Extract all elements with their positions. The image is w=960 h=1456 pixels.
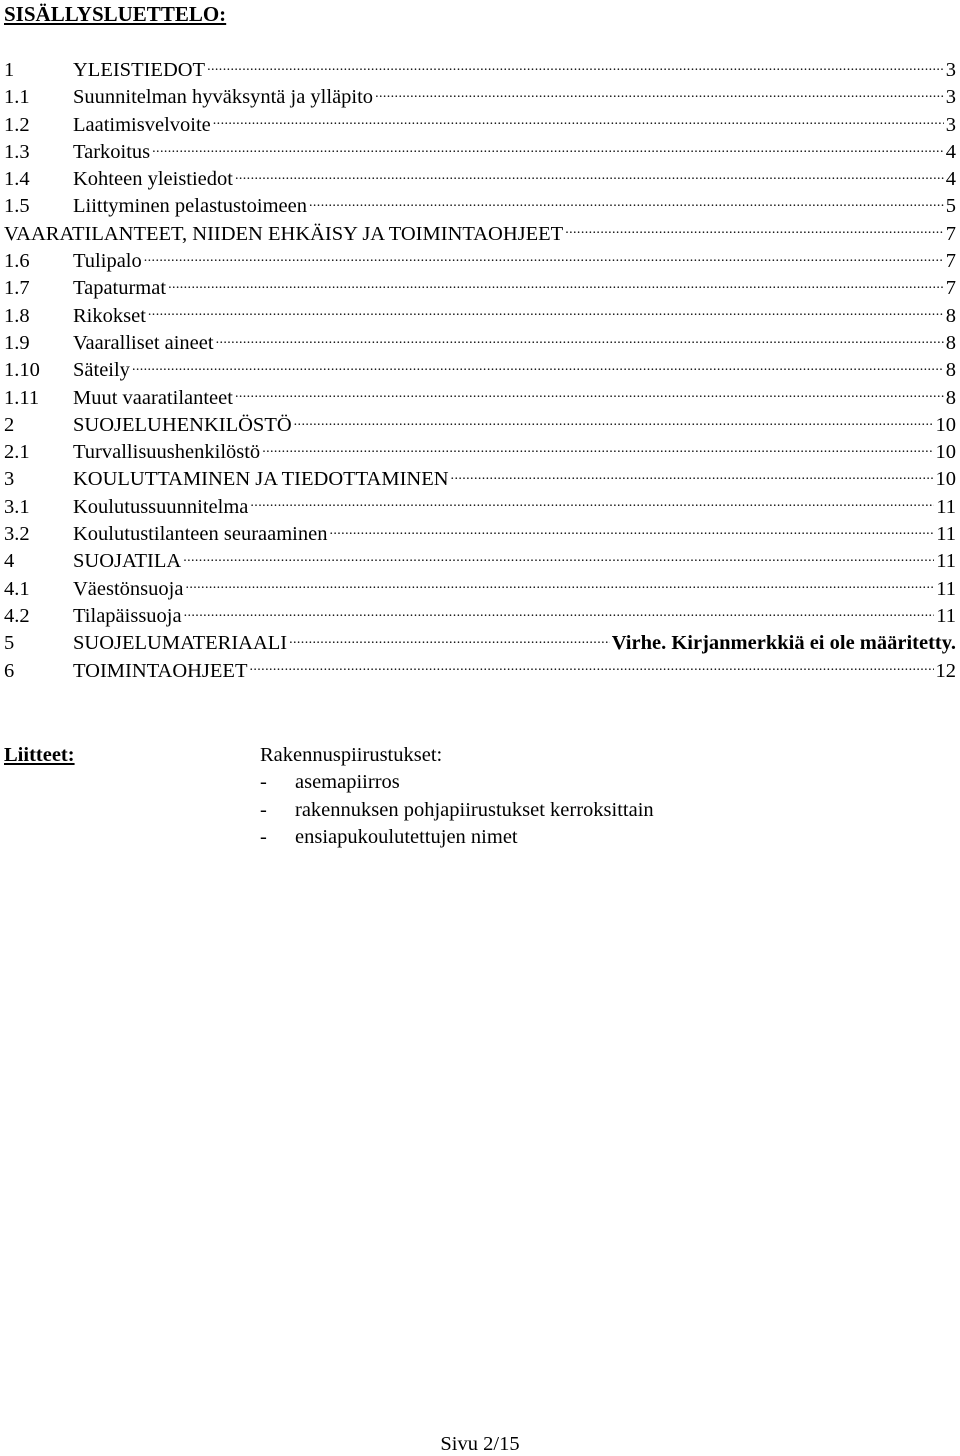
appendix-item-dash: - (260, 798, 267, 821)
toc-entry-number: 4.2 (4, 604, 30, 627)
toc-entry-page: 8 (945, 386, 956, 409)
toc-entry-number: 4.1 (4, 577, 30, 600)
toc-entry-page: 11 (936, 550, 956, 573)
toc-entry-page: 11 (936, 495, 956, 518)
toc-entry-page: 10 (935, 441, 956, 464)
toc-dot-leader (183, 547, 934, 567)
toc-entry-title: Liittyminen pelastustoimeen (73, 195, 307, 218)
toc-entry-page: 8 (945, 359, 956, 382)
toc-dot-leader (375, 83, 944, 103)
toc-entry[interactable] (4, 83, 956, 110)
toc-dot-leader (329, 520, 934, 540)
toc-entry-page: 7 (945, 250, 956, 273)
toc-entry-title: KOULUTTAMINEN JA TIEDOTTAMINEN (73, 468, 449, 491)
appendix-list (260, 742, 654, 851)
page-number: Sivu 2/15 (440, 1433, 520, 1455)
toc-entry-number: 5 (4, 632, 15, 655)
toc-entry-title: Koulutustilanteen seuraaminen (73, 523, 328, 546)
toc-entry[interactable] (4, 302, 956, 329)
toc-heading: SISÄLLYSLUETTELO: (4, 2, 227, 26)
toc-entry[interactable] (4, 220, 956, 247)
toc-entry[interactable] (4, 384, 956, 411)
toc-entry-number: 1.6 (4, 250, 30, 273)
appendix-item (260, 769, 654, 796)
toc-entry[interactable] (4, 411, 956, 438)
toc-entry-page: 10 (935, 413, 956, 436)
toc-entry-title: Muut vaaratilanteet (73, 386, 233, 409)
toc-entry-number: 3.1 (4, 495, 30, 518)
toc-entry-title: YLEISTIEDOT (73, 59, 206, 81)
toc-entry-number: 1.5 (4, 195, 30, 218)
toc-dot-leader (184, 602, 935, 622)
toc-entry[interactable] (4, 56, 956, 83)
toc-entry-title: Tapaturmat (73, 277, 167, 300)
toc-entry-number: 3 (4, 468, 15, 491)
toc-entry-title: Tilapäissuoja (73, 604, 182, 627)
toc-dot-leader (152, 138, 944, 158)
toc-dot-leader (250, 493, 934, 513)
toc-entry-title: Suunnitelman hyväksyntä ja ylläpito (73, 86, 374, 109)
toc-entry[interactable] (4, 602, 956, 629)
toc-entry-number: 1 (4, 59, 15, 81)
toc-entry-number: 1.1 (4, 86, 30, 109)
toc-entry-title: Koulutussuunnitelma (73, 495, 249, 518)
toc-entry-title: Turvallisuushenkilöstö (73, 441, 261, 464)
toc-entry-title: Tulipalo (73, 250, 142, 273)
toc-entry-page: 11 (936, 604, 956, 627)
toc-entry-number: 4 (4, 550, 15, 573)
toc-entry-title: Vaaralliset aineet (73, 331, 214, 354)
toc-dot-leader (451, 465, 934, 485)
toc-dot-leader (294, 411, 934, 431)
toc-entry[interactable] (4, 629, 956, 656)
toc-entry-number: 1.7 (4, 277, 30, 300)
appendix-title: Rakennuspiirustukset: (260, 744, 443, 766)
toc-entry[interactable] (4, 111, 956, 138)
table-of-contents (4, 56, 956, 684)
toc-entry-page: 7 (945, 222, 956, 245)
toc-entry[interactable] (4, 547, 956, 574)
toc-entry-page: 4 (945, 140, 956, 163)
toc-entry-title: Kohteen yleistiedot (73, 168, 233, 191)
toc-entry[interactable] (4, 356, 956, 383)
toc-entry-title: Tarkoitus (73, 140, 151, 163)
toc-entry-page: 3 (945, 113, 956, 136)
appendix-item-text: rakennuksen pohjapiirustukset kerroksittain (295, 798, 654, 821)
appendix-item (260, 824, 654, 851)
toc-entry[interactable] (4, 520, 956, 547)
toc-dot-leader (235, 384, 944, 404)
toc-entry-page: 12 (935, 659, 956, 682)
toc-entry-title: VAARATILANTEET, NIIDEN EHKÄISY JA TOIMINTAOHJEET (4, 222, 564, 245)
toc-entry-title: Säteily (73, 359, 130, 382)
toc-entry-number: 1.8 (4, 304, 30, 327)
appendix-item-dash: - (260, 825, 267, 848)
toc-entry-number: 1.4 (4, 168, 30, 191)
toc-entry-number: 1.9 (4, 331, 30, 354)
toc-entry-number: 1.10 (4, 359, 40, 382)
toc-entry-page: 8 (945, 331, 956, 354)
toc-entry-number: 1.2 (4, 113, 30, 136)
toc-entry-title: SUOJATILA (73, 550, 182, 573)
toc-entry-title: Laatimisvelvoite (73, 113, 211, 136)
toc-dot-leader (213, 111, 944, 131)
toc-entry-title: SUOJELUMATERIAALI (73, 632, 288, 655)
toc-dot-leader (565, 220, 944, 240)
toc-dot-leader (309, 192, 944, 212)
toc-entry[interactable] (4, 329, 956, 356)
appendix-item-text: asemapiirros (295, 771, 400, 794)
toc-entry-page: 7 (945, 277, 956, 300)
toc-dot-leader (262, 438, 933, 458)
toc-entry[interactable] (4, 657, 956, 684)
toc-entry-page: 8 (945, 304, 956, 327)
toc-entry[interactable] (4, 192, 956, 219)
appendix-item-dash: - (260, 771, 267, 794)
toc-entry-number: 1.3 (4, 140, 30, 163)
toc-dot-leader (207, 56, 944, 76)
toc-entry-title: TOIMINTAOHJEET (73, 659, 248, 682)
toc-entry-number: 6 (4, 659, 15, 682)
toc-entry[interactable] (4, 274, 956, 301)
toc-entry-number: 3.2 (4, 523, 30, 546)
appendix-item-text: ensiapukoulutettujen nimet (295, 825, 518, 848)
toc-dot-leader (249, 657, 933, 677)
toc-entry-page: 10 (935, 468, 956, 491)
toc-dot-leader (216, 329, 944, 349)
toc-entry-page: 11 (936, 523, 956, 546)
toc-entry-page: 5 (945, 195, 956, 218)
appendix-item (260, 797, 654, 824)
toc-entry-title: SUOJELUHENKILÖSTÖ (73, 413, 292, 436)
toc-dot-leader (132, 356, 944, 376)
toc-dot-leader (235, 165, 944, 185)
toc-entry[interactable] (4, 465, 956, 492)
toc-entry[interactable] (4, 138, 956, 165)
toc-entry-number: 2.1 (4, 441, 30, 464)
toc-entry-title: Rikokset (73, 304, 146, 327)
toc-entry[interactable] (4, 575, 956, 602)
toc-dot-leader (144, 247, 944, 267)
toc-entry-page: 3 (945, 86, 956, 109)
toc-dot-leader (289, 629, 610, 649)
toc-entry[interactable] (4, 493, 956, 520)
toc-entry-title: Väestönsuoja (73, 577, 184, 600)
toc-entry-number: 2 (4, 413, 15, 436)
toc-entry-bookmark-error: Virhe. Kirjanmerkkiä ei ole määritetty. (611, 632, 956, 655)
toc-entry-page: 4 (945, 168, 956, 191)
toc-dot-leader (148, 302, 944, 322)
toc-dot-leader (168, 274, 944, 294)
toc-entry-page: 3 (945, 59, 956, 81)
appendix-label: Liitteet: (4, 744, 75, 766)
toc-dot-leader (185, 575, 934, 595)
toc-entry[interactable] (4, 247, 956, 274)
toc-entry[interactable] (4, 438, 956, 465)
toc-entry-page: 11 (936, 577, 956, 600)
toc-entry[interactable] (4, 165, 956, 192)
toc-entry-number: 1.11 (4, 386, 40, 409)
